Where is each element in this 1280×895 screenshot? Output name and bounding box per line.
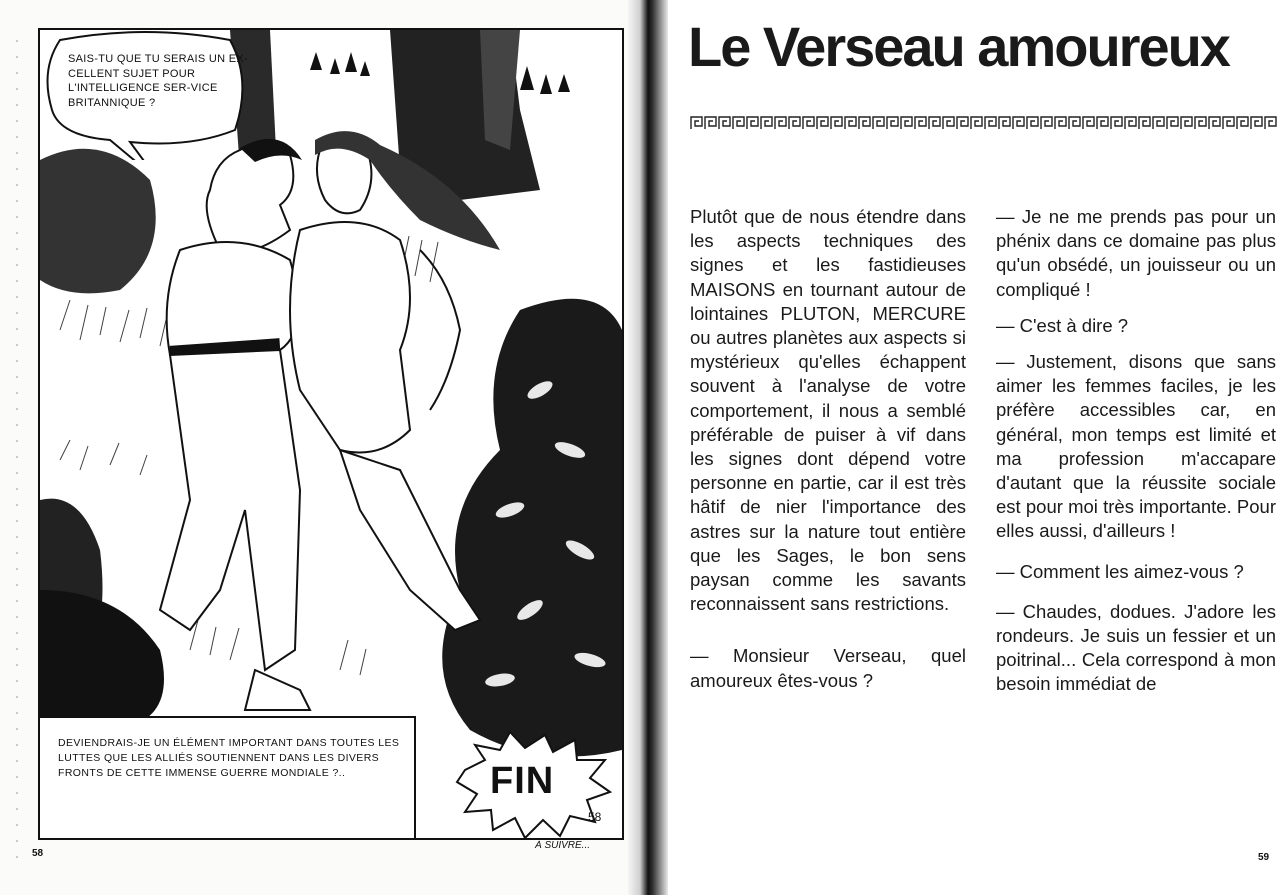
panel-number: 58 (588, 810, 602, 824)
greek-key-rule (690, 116, 1278, 130)
caption-box (38, 716, 416, 840)
book-gutter (628, 0, 668, 895)
fin-label: FIN (490, 760, 555, 802)
article-paragraph: — C'est à dire ? (996, 314, 1129, 336)
article-paragraph: — Je ne me prends pas pour un phénix dans ce domaine pas plus qu'un obsédé, un jouisseur ou un compliqué ! (996, 206, 1276, 300)
article-column-1 (690, 205, 966, 693)
article-column-2 (996, 205, 1276, 697)
article-question: — Monsieur Verseau, quel amoureux êtes-vous ? (690, 645, 966, 691)
margin-marks (12, 40, 22, 860)
a-suivre-note: À SUIVRE... (535, 840, 591, 851)
article-paragraph: — Comment les aimez-vous ? (996, 560, 1244, 582)
article-paragraph: — Chaudes, dodues. J'adore les rondeurs. Je suis un fessier et un poitrinal... Cela correspond à mon besoin immédiat de (996, 600, 1276, 695)
caption-text: DEVIENDRAIS-JE UN ÉLÉMENT IMPORTANT DANS TOUTES LES LUTTES QUE LES ALLIÉS SOUTIENNENT DANS LES DIVERS FRONTS DE CETTE IMMENSE GUERRE MONDIALE ?.. (58, 737, 400, 779)
article-title: Le Verseau amoureux (688, 15, 1229, 78)
page-number-right: 59 (1258, 852, 1270, 863)
article-paragraph: Plutôt que de nous étendre dans les aspects techniques des signes et les fastidieuses MAISONS en tournant autour de lointaines PLUTON, MERCURE ou autres planètes aux aspects si mystérieux qu'elles échappent souvent à l'analyse de votre comportement, il nous a semblé préférable de puiser à vif dans les signes dont dépend votre personne en partie, car il est très hâtif de nier l'importance des astres sur la nature tout entière que les Sages, le bon sens paysan comme les savants reconnaissent sans restrictions. (690, 206, 966, 615)
page-number-left: 58 (32, 848, 44, 859)
speech-bubble-text: SAIS-TU QUE TU SERAIS UN EX-CELLENT SUJET POUR L'INTELLIGENCE SER-VICE BRITANNIQUE ? (68, 53, 248, 109)
article-paragraph: — Justement, disons que sans aimer les femmes faciles, je les préfère accessibles car, en général, mon temps est limité et ma profession m'accapare d'autant que la réussite sociale est pour moi très importante. Pour elles aussi, d'ailleurs ! (996, 351, 1276, 542)
